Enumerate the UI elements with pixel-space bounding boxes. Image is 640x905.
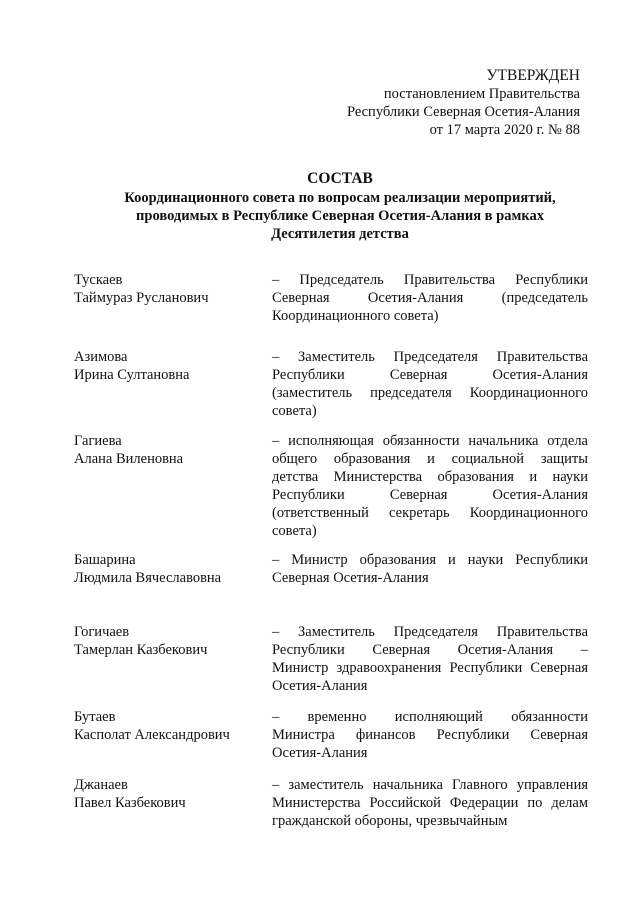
member-position-line: (заместитель председателя Координационного — [272, 385, 588, 401]
member-given-names: Павел Казбекович — [74, 795, 186, 811]
document-title: СОСТАВ — [307, 170, 373, 187]
member-position — [272, 271, 588, 325]
member-position-line: – Министр образования и науки Республики — [272, 552, 588, 568]
member-position — [272, 623, 588, 695]
member-position-line: (ответственный секретарь Координационного — [272, 505, 588, 521]
member-name — [74, 708, 259, 744]
member-given-names: Алана Виленовна — [74, 451, 184, 467]
member-name — [74, 432, 259, 468]
member-given-names: Таймураз Русланович — [74, 290, 209, 306]
member-position-line: – Заместитель Председателя Правительства — [272, 349, 588, 365]
member-position-line: Министерства Российской Федерации по делам — [272, 795, 588, 811]
member-position-line: Осетия-Алания — [272, 678, 368, 694]
member-position-line: детства Министерства образования и науки — [272, 469, 588, 485]
member-position-line: – Председатель Правительства Республики — [272, 272, 588, 288]
member-position-line: общего образования и социальной защиты — [272, 451, 588, 467]
document-heading — [90, 170, 590, 243]
member-position — [272, 708, 588, 762]
member-position-line: совета) — [272, 403, 317, 419]
document-subtitle-line-1: Координационного совета по вопросам реализации мероприятий, — [124, 190, 556, 206]
member-given-names: Людмила Вячеславовна — [74, 570, 222, 586]
member-name — [74, 348, 259, 384]
member-position-line: Осетия-Алания — [272, 745, 368, 761]
member-surname: Гагиева — [74, 433, 122, 449]
member-surname: Гогичаев — [74, 624, 130, 640]
member-position-line: – Заместитель Председателя Правительства — [272, 624, 588, 640]
member-position-line: Министр здравоохранения Республики Северная — [272, 660, 588, 676]
member-given-names: Тамерлан Казбекович — [74, 642, 208, 658]
member-position — [272, 348, 588, 420]
member-name — [74, 776, 259, 812]
member-position-line: совета) — [272, 523, 317, 539]
member-surname: Джанаев — [74, 777, 128, 793]
member-name — [74, 551, 259, 587]
member-surname: Азимова — [74, 349, 128, 365]
member-position — [272, 551, 588, 587]
member-position-line: – временно исполняющий обязанности — [272, 709, 588, 725]
member-name — [74, 623, 259, 659]
document-subtitle-line-2: проводимых в Республике Северная Осетия-Алания в рамках — [136, 208, 544, 224]
member-position — [272, 776, 588, 830]
approval-title: УТВЕРЖДЕН — [486, 67, 580, 84]
member-position — [272, 432, 588, 540]
member-given-names: Касполат Александрович — [74, 727, 230, 743]
member-position-line: Республики Северная Осетия-Алания — [272, 367, 588, 383]
approval-line-1: постановлением Правительства — [383, 86, 580, 102]
member-position-line: Северная Осетия-Алания — [272, 570, 429, 586]
member-name — [74, 271, 259, 307]
member-position-line: Республики Северная Осетия-Алания – — [272, 642, 588, 658]
member-surname: Тускаев — [74, 272, 123, 288]
document-subtitle-line-3: Десятилетия детства — [271, 226, 409, 242]
approval-line-2: Республики Северная Осетия-Алания — [346, 104, 580, 120]
member-position-line: гражданской обороны, чрезвычайным — [272, 813, 508, 829]
member-surname: Бутаев — [74, 709, 116, 725]
approval-stamp — [320, 67, 580, 139]
member-position-line: – заместитель начальника Главного управления — [272, 777, 588, 793]
member-surname: Башарина — [74, 552, 136, 568]
approval-line-3: от 17 марта 2020 г. № 88 — [429, 122, 580, 138]
member-given-names: Ирина Султановна — [74, 367, 190, 383]
member-position-line: Координационного совета) — [272, 308, 439, 324]
member-position-line: Северная Осетия-Алания (председатель — [272, 290, 588, 306]
member-position-line: – исполняющая обязанности начальника отдела — [272, 433, 588, 449]
member-position-line: Республики Северная Осетия-Алания — [272, 487, 588, 503]
member-position-line: Министра финансов Республики Северная — [272, 727, 588, 743]
